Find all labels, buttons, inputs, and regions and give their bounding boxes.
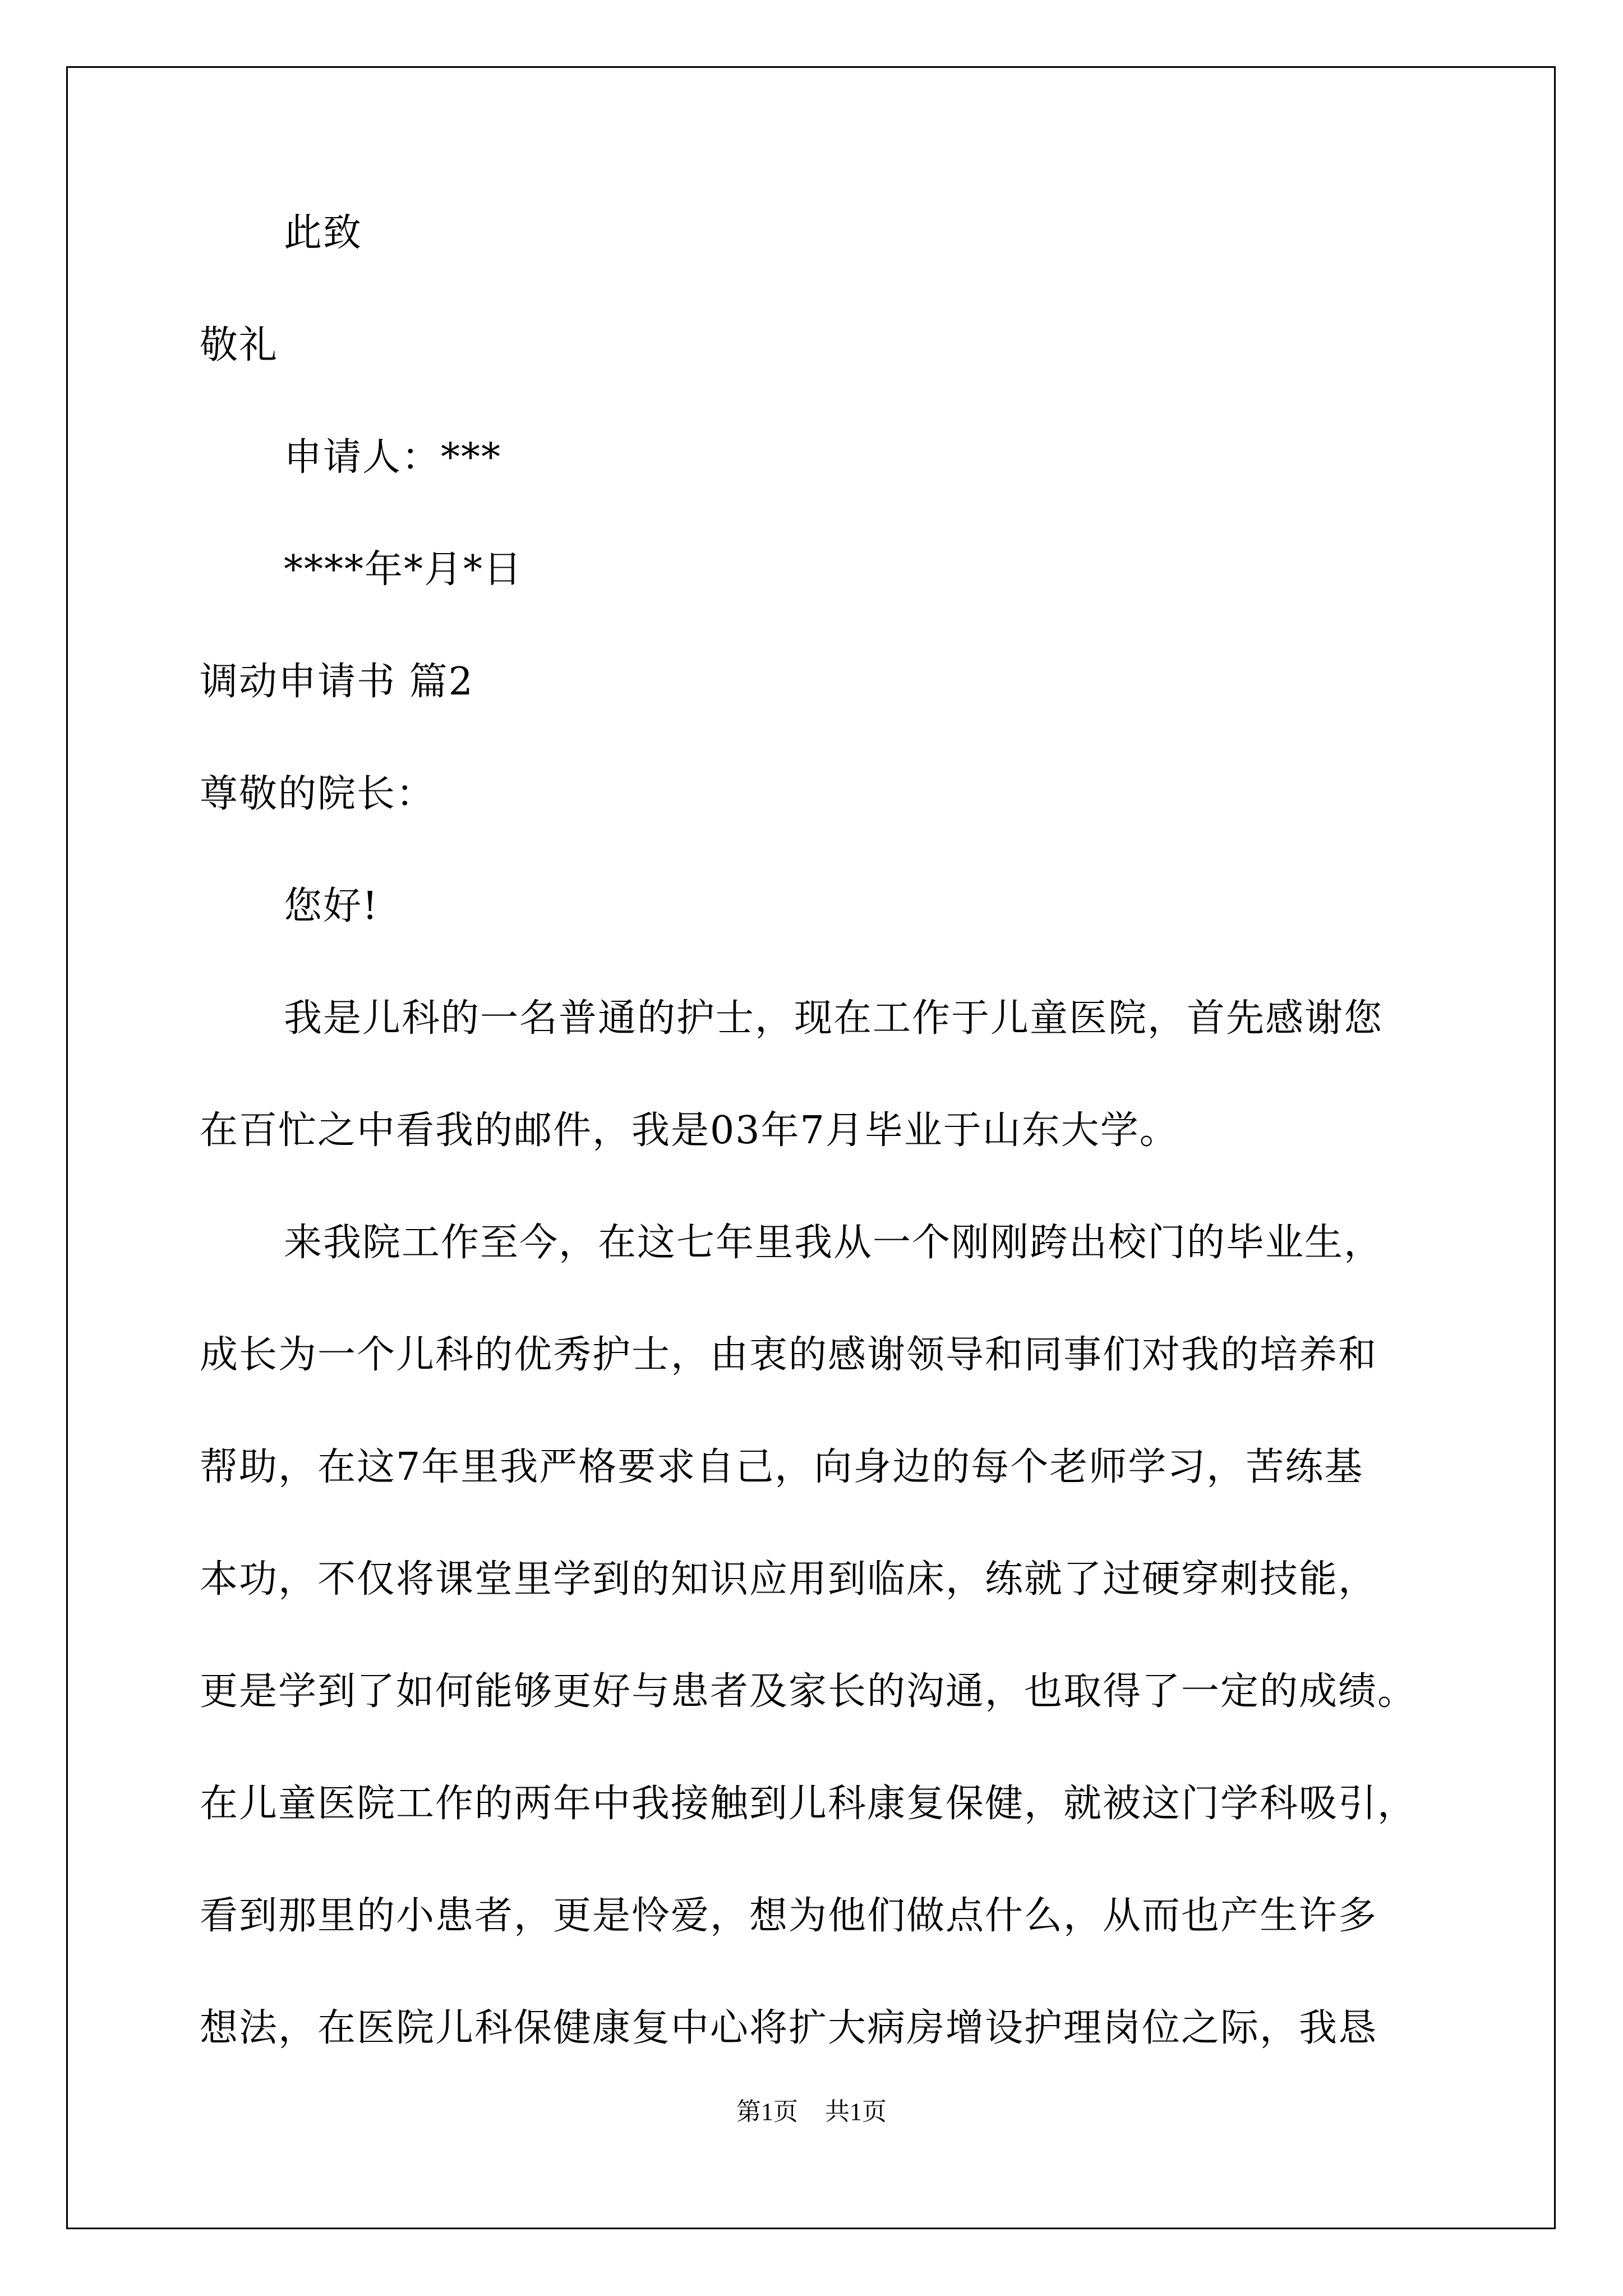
- greeting: 您好!: [284, 884, 379, 928]
- addressee: 尊敬的院长：: [200, 772, 436, 816]
- page-total: 共1页: [825, 2098, 887, 2125]
- applicant-line: 申请人：***: [284, 435, 502, 480]
- body-line: 帮助，在这7年里我严格要求自己，向身边的每个老师学习，苦练基: [200, 1445, 1364, 1489]
- page-number: 第1页: [736, 2098, 798, 2125]
- body-line: 来我院工作至今，在这七年里我从一个刚刚跨出校门的毕业生，: [284, 1221, 1384, 1265]
- page-footer: [0, 2098, 1623, 2126]
- body-line: 更是学到了如何能够更好与患者及家长的沟通，也取得了一定的成绩。: [200, 1669, 1417, 1714]
- closing-regards: 敬礼: [200, 323, 279, 367]
- body-line: 在百忙之中看我的邮件，我是03年7月毕业于山东大学。: [200, 1108, 1179, 1153]
- body-line: 本功，不仅将课堂里学到的知识应用到临床，练就了过硬穿刺技能，: [200, 1557, 1378, 1602]
- body-line: 我是儿科的一名普通的护士，现在工作于儿童医院，首先感谢您: [284, 996, 1384, 1041]
- closing-salutation: 此致: [284, 211, 363, 255]
- body-line: 在儿童医院工作的两年中我接触到儿科康复保健，就被这门学科吸引，: [200, 1782, 1417, 1826]
- date-line: ****年*月*日: [284, 547, 523, 592]
- section-title: 调动申请书 篇2: [200, 660, 474, 704]
- body-line: 看到那里的小患者，更是怜爱，想为他们做点什么，从而也产生许多: [200, 1894, 1378, 1938]
- body-line: 成长为一个儿科的优秀护士，由衷的感谢领导和同事们对我的培养和: [200, 1333, 1378, 1377]
- body-line: 想法，在医院儿科保健康复中心将扩大病房增设护理岗位之际，我恳: [200, 2006, 1378, 2050]
